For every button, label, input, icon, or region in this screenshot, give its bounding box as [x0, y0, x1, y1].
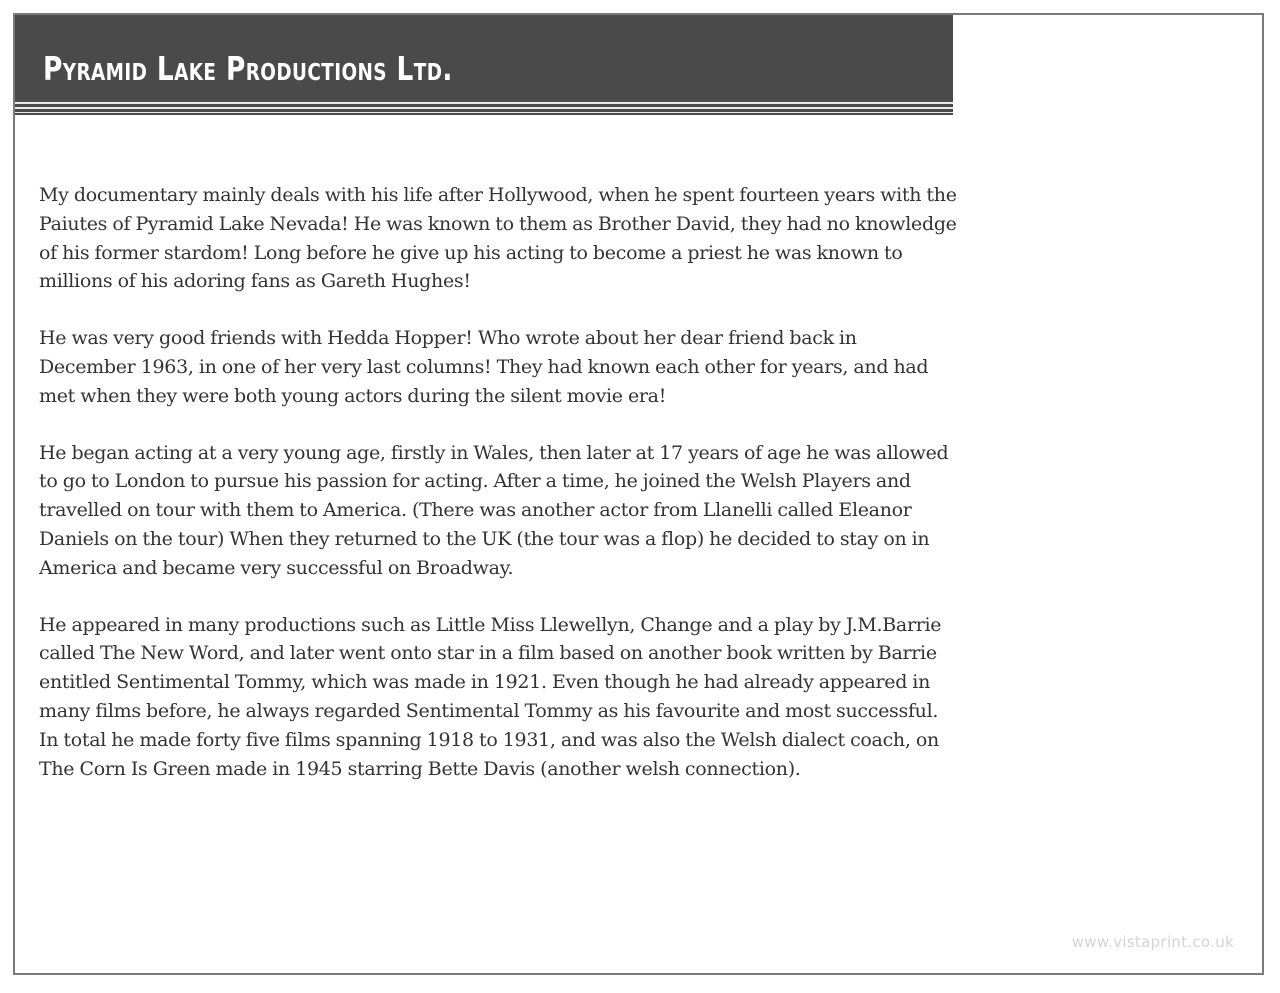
- article-body: [39, 181, 957, 811]
- paragraph-early-career: He began acting at a very young age, firstly in Wales, then later at 17 years of age he was allowed to go to London to pursue his passion for acting. After a time, he joined the Welsh Players and travelled on tour with them to America. (There was another actor from Llanelli called Eleanor Daniels on the tour) When they returned to the UK (the tour was a flop) he decided to stay on in America and became very successful on Broadway.: [39, 441, 949, 579]
- site-title: Pyramid Lake Productions Ltd.: [43, 49, 453, 88]
- watermark-text: www.vistaprint.co.uk: [1071, 933, 1234, 951]
- paragraph-productions: He appeared in many productions such as Little Miss Llewellyn, Change and a play by J.M.Barrie called The New Word, and later went onto star in a film based on another book written by Barrie entitled Sentimental Tommy, which was made in 1921. Even though he had already appeared in many films before, he always regarded Sentimental Tommy as his favourite and most successful. In total he made forty five films spanning 1918 to 1931, and was also the Welsh dialect coach, on The Corn Is Green made in 1945 starring Bette Davis (another welsh connection).: [39, 613, 942, 780]
- page-frame: [13, 13, 1264, 975]
- header-banner: [15, 15, 953, 115]
- paragraph-hollywood: My documentary mainly deals with his life after Hollywood, when he spent fourteen years with the Paiutes of Pyramid Lake Nevada! He was known to them as Brother David, they had no knowledge of his former stardom! Long before he give up his acting to become a priest he was known to millions of his adoring fans as Gareth Hughes!: [39, 184, 957, 293]
- paragraph-hedda-hopper: He was very good friends with Hedda Hopper! Who wrote about her dear friend back in December 1963, in one of her very last columns! They had known each other for years, and had met when they were both young actors during the silent movie era!: [39, 327, 929, 407]
- header-stripe: [15, 107, 953, 109]
- header-stripe: [15, 112, 953, 113]
- header-stripe: [15, 102, 953, 104]
